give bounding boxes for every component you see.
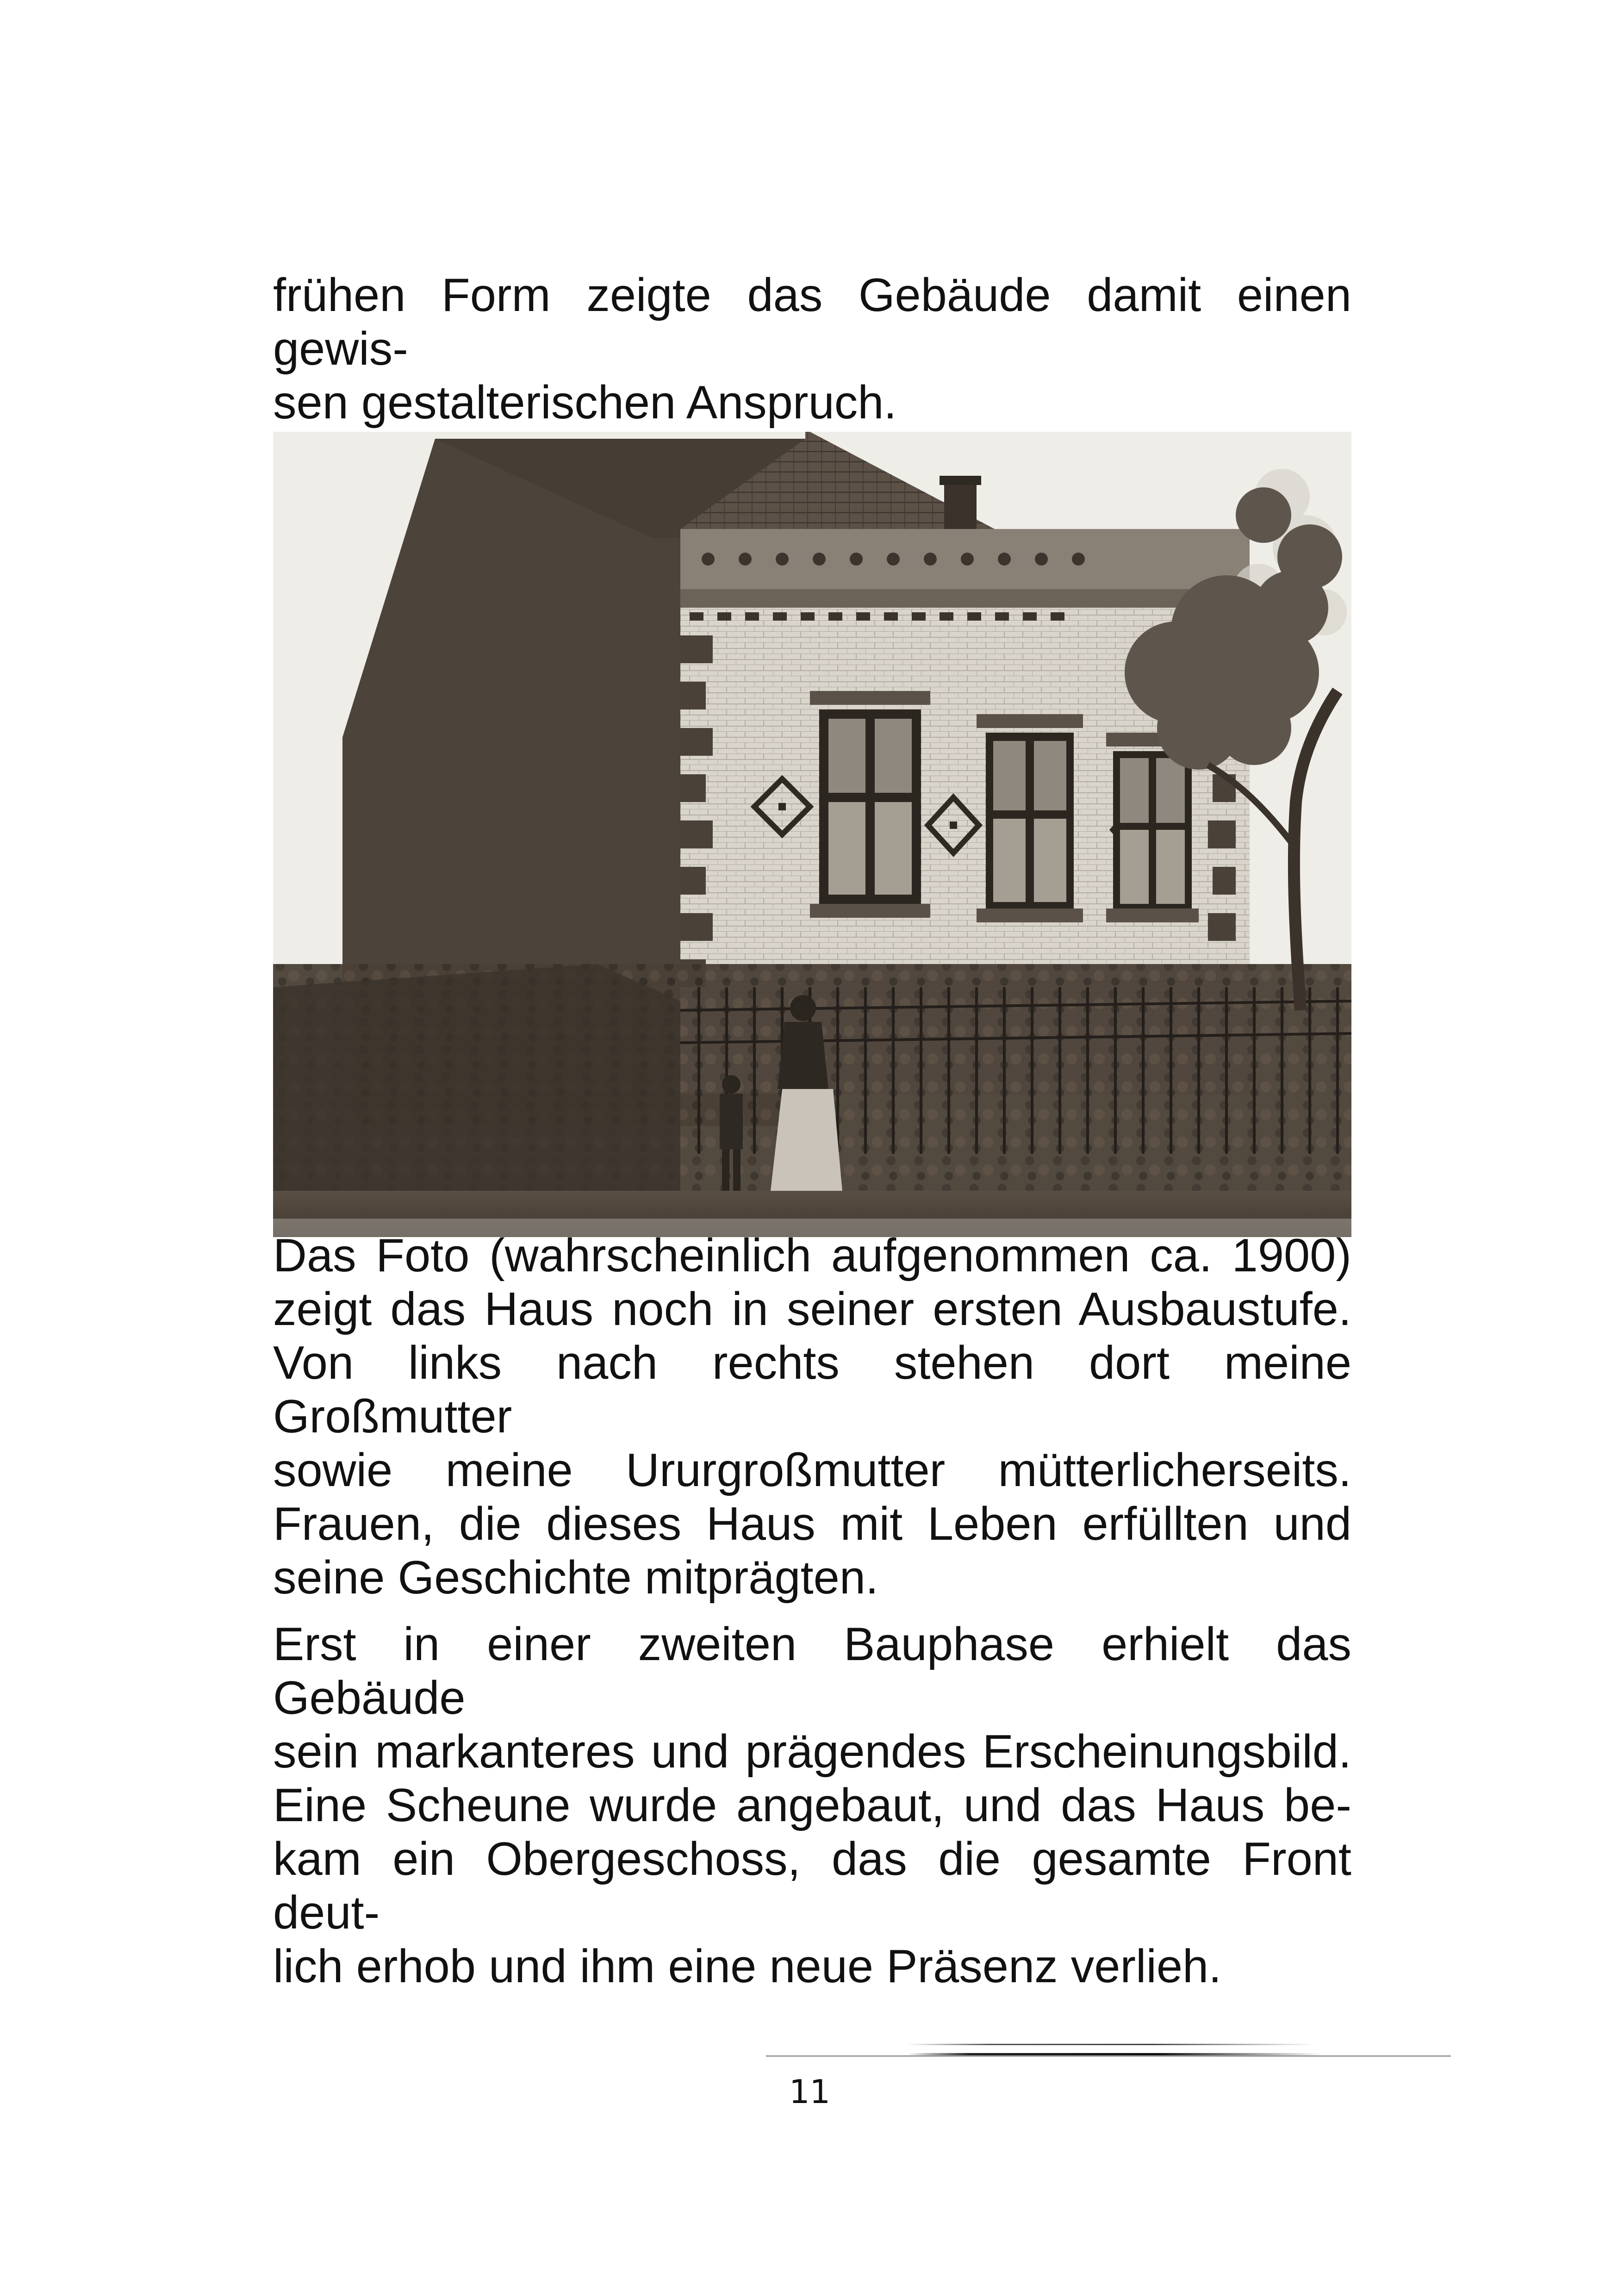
text-line: Erst in einer zweiten Bauphase erhielt das Gebäude bbox=[273, 1618, 1351, 1724]
text-line: lich erhob und ihm eine neue Präsenz verlieh. bbox=[273, 1941, 1222, 1992]
page-number: 11 bbox=[789, 2073, 831, 2111]
intro-paragraph bbox=[273, 268, 1351, 429]
text-line: Das Foto (wahrscheinlich aufgenommen ca. 1900) bbox=[273, 1230, 1351, 1282]
photo-caption bbox=[273, 1229, 1351, 1605]
second-paragraph bbox=[273, 1618, 1351, 1993]
text-line: seine Geschichte mitprägten. bbox=[273, 1552, 879, 1604]
text-line: Eine Scheune wurde angebaut, und das Haus be- bbox=[273, 1780, 1351, 1831]
text-line: Von links nach rechts stehen dort meine Großmutter bbox=[273, 1337, 1351, 1443]
text-line: zeigt das Haus noch in seiner ersten Ausbaustufe. bbox=[273, 1283, 1351, 1335]
text-line: Frauen, die dieses Haus mit Leben erfüllten und bbox=[273, 1498, 1351, 1550]
text-line: sowie meine Ururgroßmutter mütterlicherseits. bbox=[273, 1444, 1351, 1496]
historic-house-photo bbox=[273, 432, 1351, 1237]
text-line: sen gestalterischen Anspruch. bbox=[273, 377, 897, 429]
footer-divider bbox=[766, 2055, 1451, 2057]
footer-divider-top bbox=[907, 2044, 1314, 2045]
text-line: sein markanteres und prägendes Erscheinungsbild. bbox=[273, 1726, 1351, 1778]
text-line: kam ein Obergeschoss, das die gesamte Front deut- bbox=[273, 1833, 1351, 1939]
text-line: frühen Form zeigte das Gebäude damit einen gewis- bbox=[273, 269, 1351, 375]
